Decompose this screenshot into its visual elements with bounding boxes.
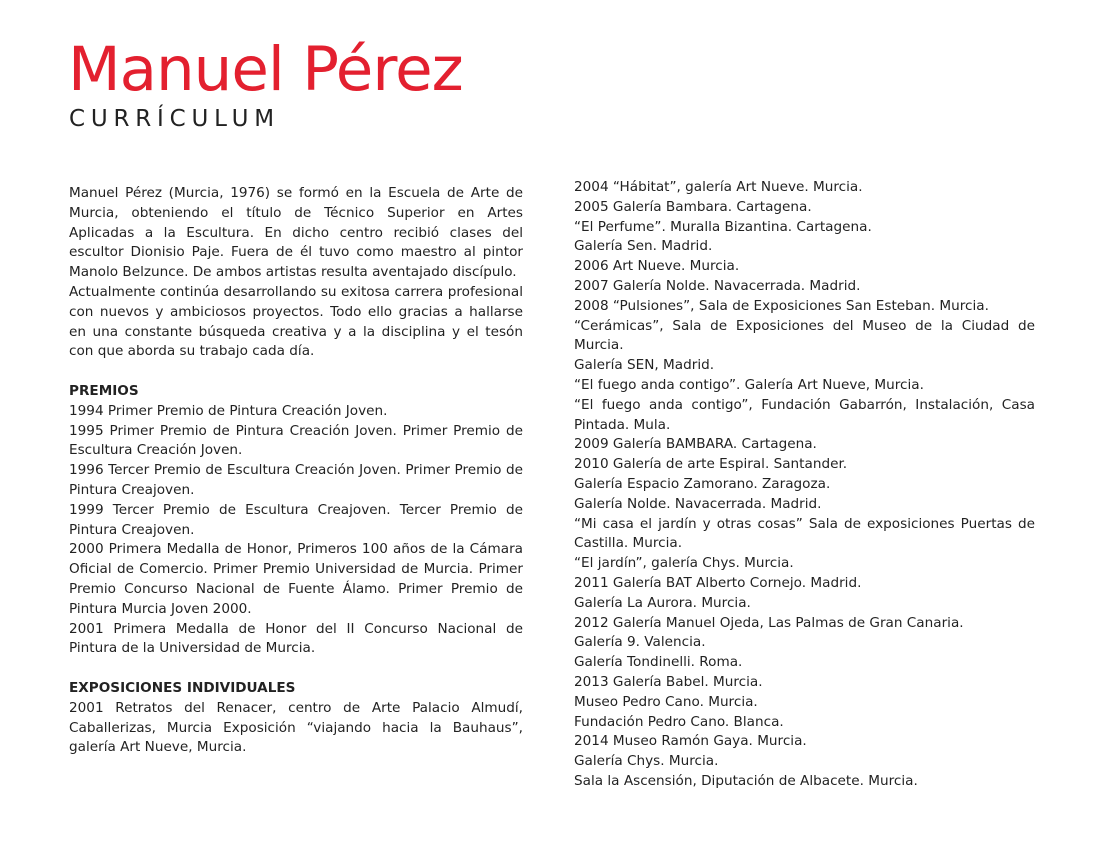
list-item: Galería Tondinelli. Roma. [574,654,743,671]
bio-paragraph: Manuel Pérez (Murcia, 1976) se formó en la Escuela de Arte de Murcia, obteniendo el título de Técnico Superior en Artes Aplicadas a la Escultura. En dicho centro recibió clases del escultor Dionisio Paje. Fuera de él tuvo como maestro al pintor Manolo Belzunce. De ambos artistas resulta aventajado discípulo. [69,185,523,281]
list-item: Fundación Pedro Cano. Blanca. [574,713,784,730]
list-item: “Cerámicas”, Sala de Exposiciones del Museo de la Ciudad de Murcia. [574,317,1035,354]
list-item: 1999 Tercer Premio de Escultura Creajoven. Tercer Premio de Pintura Creajoven. [69,501,523,538]
list-item: 2011 Galería BAT Alberto Cornejo. Madrid. [574,574,862,591]
list-item: Sala la Ascensión, Diputación de Albacete. Murcia. [574,772,918,789]
spacer [69,659,523,679]
list-item: Galería Sen. Madrid. [574,238,713,255]
list-item: 2012 Galería Manuel Ojeda, Las Palmas de Gran Canaria. [574,614,964,631]
right-column [574,178,1035,792]
list-item: “El fuego anda contigo”. Galería Art Nueve, Murcia. [574,376,924,393]
list-item: Galería Chys. Murcia. [574,753,719,770]
list-item: Galería 9. Valencia. [574,634,706,651]
list-item: Galería SEN, Madrid. [574,357,715,374]
list-item: 1995 Primer Premio de Pintura Creación Joven. Primer Premio de Escultura Creación Joven. [69,422,523,459]
list-item: “Mi casa el jardín y otras cosas” Sala de exposiciones Puertas de Castilla. Murcia. [574,515,1035,552]
premios-heading: PREMIOS [69,382,139,399]
spacer [69,362,523,382]
list-item: 2005 Galería Bambara. Cartagena. [574,198,812,215]
list-item: Museo Pedro Cano. Murcia. [574,693,758,710]
list-item: Galería Nolde. Navacerrada. Madrid. [574,495,822,512]
exposiciones-list-left [69,699,523,758]
list-item: 2004 “Hábitat”, galería Art Nueve. Murcia. [574,179,863,195]
list-item: 2006 Art Nueve. Murcia. [574,258,740,275]
premios-list [69,402,523,659]
list-item: “El jardín”, galería Chys. Murcia. [574,555,794,572]
list-item: 1996 Tercer Premio de Escultura Creación Joven. Primer Premio de Pintura Creajoven. [69,462,523,498]
list-item: Galería Espacio Zamorano. Zaragoza. [574,475,831,492]
list-item: 2013 Galería Babel. Murcia. [574,673,763,690]
list-item: 2007 Galería Nolde. Navacerrada. Madrid. [574,277,861,294]
page-title: Manuel Pérez [68,34,463,105]
list-item: Galería La Aurora. Murcia. [574,594,751,611]
list-item: 2001 Primera Medalla de Honor del II Concurso Nacional de Pintura de la Universidad de Murcia. [69,620,523,657]
left-column [69,184,523,758]
list-item: “El fuego anda contigo”, Fundación Gabarrón, Instalación, Casa Pintada. Mula. [574,396,1035,433]
list-item: 2014 Museo Ramón Gaya. Murcia. [574,733,807,750]
list-item: 2009 Galería BAMBARA. Cartagena. [574,436,817,453]
bio-paragraph: Actualmente continúa desarrollando su exitosa carrera profesional con nuevos y ambiciosos proyectos. Todo ello gracias a hallarse en una constante búsqueda creativa y a la disciplina y el tesón con que aborda su trabajo cada día. [69,283,523,360]
list-item: 2008 “Pulsiones”, Sala de Exposiciones San Esteban. Murcia. [574,297,989,314]
list-item: 1994 Primer Premio de Pintura Creación Joven. [69,402,388,419]
list-item: “El Perfume”. Muralla Bizantina. Cartagena. [574,218,872,235]
list-item: 2000 Primera Medalla de Honor, Primeros 100 años de la Cámara Oficial de Comercio. Primer Premio Universidad de Murcia. Primer Premio Concurso Nacional de Fuente Álamo. Primer Premio de Pintura Murcia Joven 2000. [69,541,523,617]
exposiciones-heading: EXPOSICIONES INDIVIDUALES [69,679,296,696]
exposiciones-list-right [574,178,1035,792]
list-item: 2001 Retratos del Renacer, centro de Arte Palacio Almudí, Caballerizas, Murcia Exposición “viajando hacia la Bauhaus”, galería Art Nueve, Murcia. [69,699,523,756]
list-item: 2010 Galería de arte Espiral. Santander. [574,456,848,473]
page-subtitle: CURRÍCULUM [69,106,280,132]
